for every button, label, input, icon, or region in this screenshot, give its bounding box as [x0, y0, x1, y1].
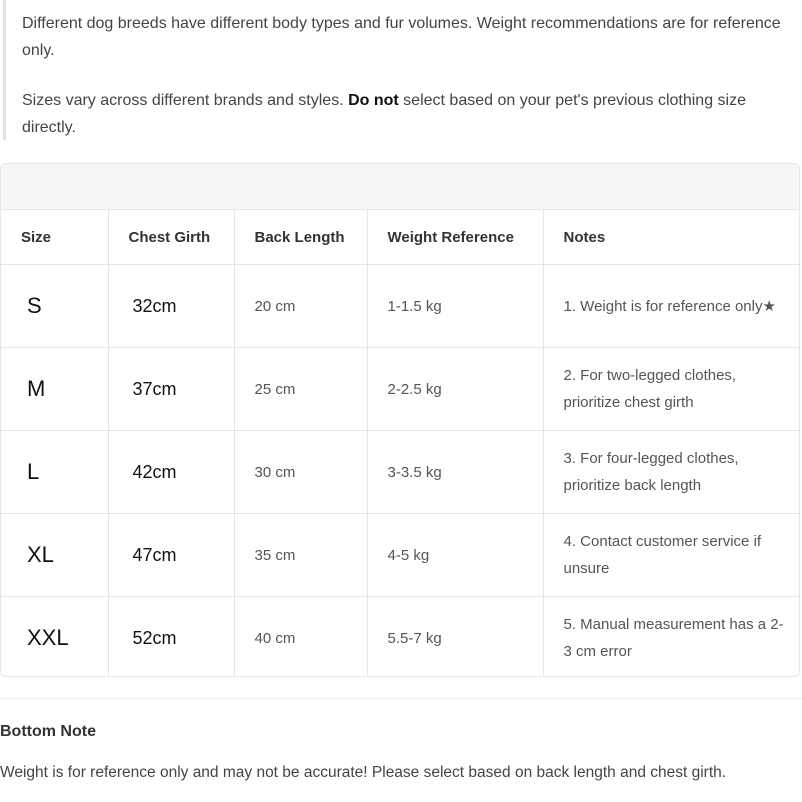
size-chart-card	[0, 163, 800, 677]
size-warning-text-start: Sizes vary across different brands and styles.	[22, 92, 349, 109]
intro-paragraph-breed-note: Different dog breeds have different body types and fur volumes. Weight recommendations are for reference only.	[22, 15, 781, 59]
table-row	[1, 597, 799, 678]
section-divider	[0, 698, 802, 699]
header-back-length: Back Length	[234, 210, 367, 265]
size-warning-emphasis: Do not	[348, 92, 399, 109]
cell-note: 1. Weight is for reference only★	[543, 265, 799, 348]
cell-note: 3. For four-legged clothes, prioritize back length	[543, 431, 799, 514]
bottom-note-title: Bottom Note	[0, 723, 96, 740]
cell-back-length: 30 cm	[234, 431, 367, 514]
size-chart-table	[1, 210, 799, 677]
intro-paragraph-size-warning	[22, 87, 782, 141]
cell-back-length: 35 cm	[234, 514, 367, 597]
table-row	[1, 348, 799, 431]
cell-chest-girth: 52cm	[108, 597, 234, 678]
cell-size: M	[1, 348, 108, 431]
cell-chest-girth: 42cm	[108, 431, 234, 514]
cell-chest-girth: 32cm	[108, 265, 234, 348]
cell-chest-girth: 47cm	[108, 514, 234, 597]
table-row	[1, 514, 799, 597]
cell-weight: 4-5 kg	[367, 514, 543, 597]
cell-size: XXL	[1, 597, 108, 678]
header-chest-girth: Chest Girth	[108, 210, 234, 265]
header-weight-reference: Weight Reference	[367, 210, 543, 265]
quote-bar	[3, 0, 6, 140]
card-header	[1, 164, 799, 210]
header-notes: Notes	[543, 210, 799, 265]
intro-blockquote	[0, 0, 802, 140]
table-row	[1, 431, 799, 514]
cell-chest-girth: 37cm	[108, 348, 234, 431]
cell-back-length: 20 cm	[234, 265, 367, 348]
size-warning-text-end: select based on your pet's previous clothing size directly.	[22, 92, 746, 136]
cell-back-length: 40 cm	[234, 597, 367, 678]
cell-weight: 5.5-7 kg	[367, 597, 543, 678]
table-header-row	[1, 210, 799, 265]
cell-note: 5. Manual measurement has a 2-3 cm error	[563, 616, 784, 660]
bottom-note-text: Weight is for reference only and may not be accurate! Please select based on back length and chest girth.	[0, 764, 727, 781]
cell-back-length: 25 cm	[234, 348, 367, 431]
cell-note: 2. For two-legged clothes, prioritize chest girth	[543, 348, 799, 431]
cell-note: 4. Contact customer service if unsure	[543, 514, 799, 597]
header-size: Size	[1, 210, 108, 265]
cell-weight: 1-1.5 kg	[367, 265, 543, 348]
cell-weight: 3-3.5 kg	[367, 431, 543, 514]
cell-size: S	[1, 265, 108, 348]
table-row	[1, 265, 799, 348]
cell-size: L	[1, 431, 108, 514]
cell-size: XL	[1, 514, 108, 597]
cell-weight: 2-2.5 kg	[367, 348, 543, 431]
